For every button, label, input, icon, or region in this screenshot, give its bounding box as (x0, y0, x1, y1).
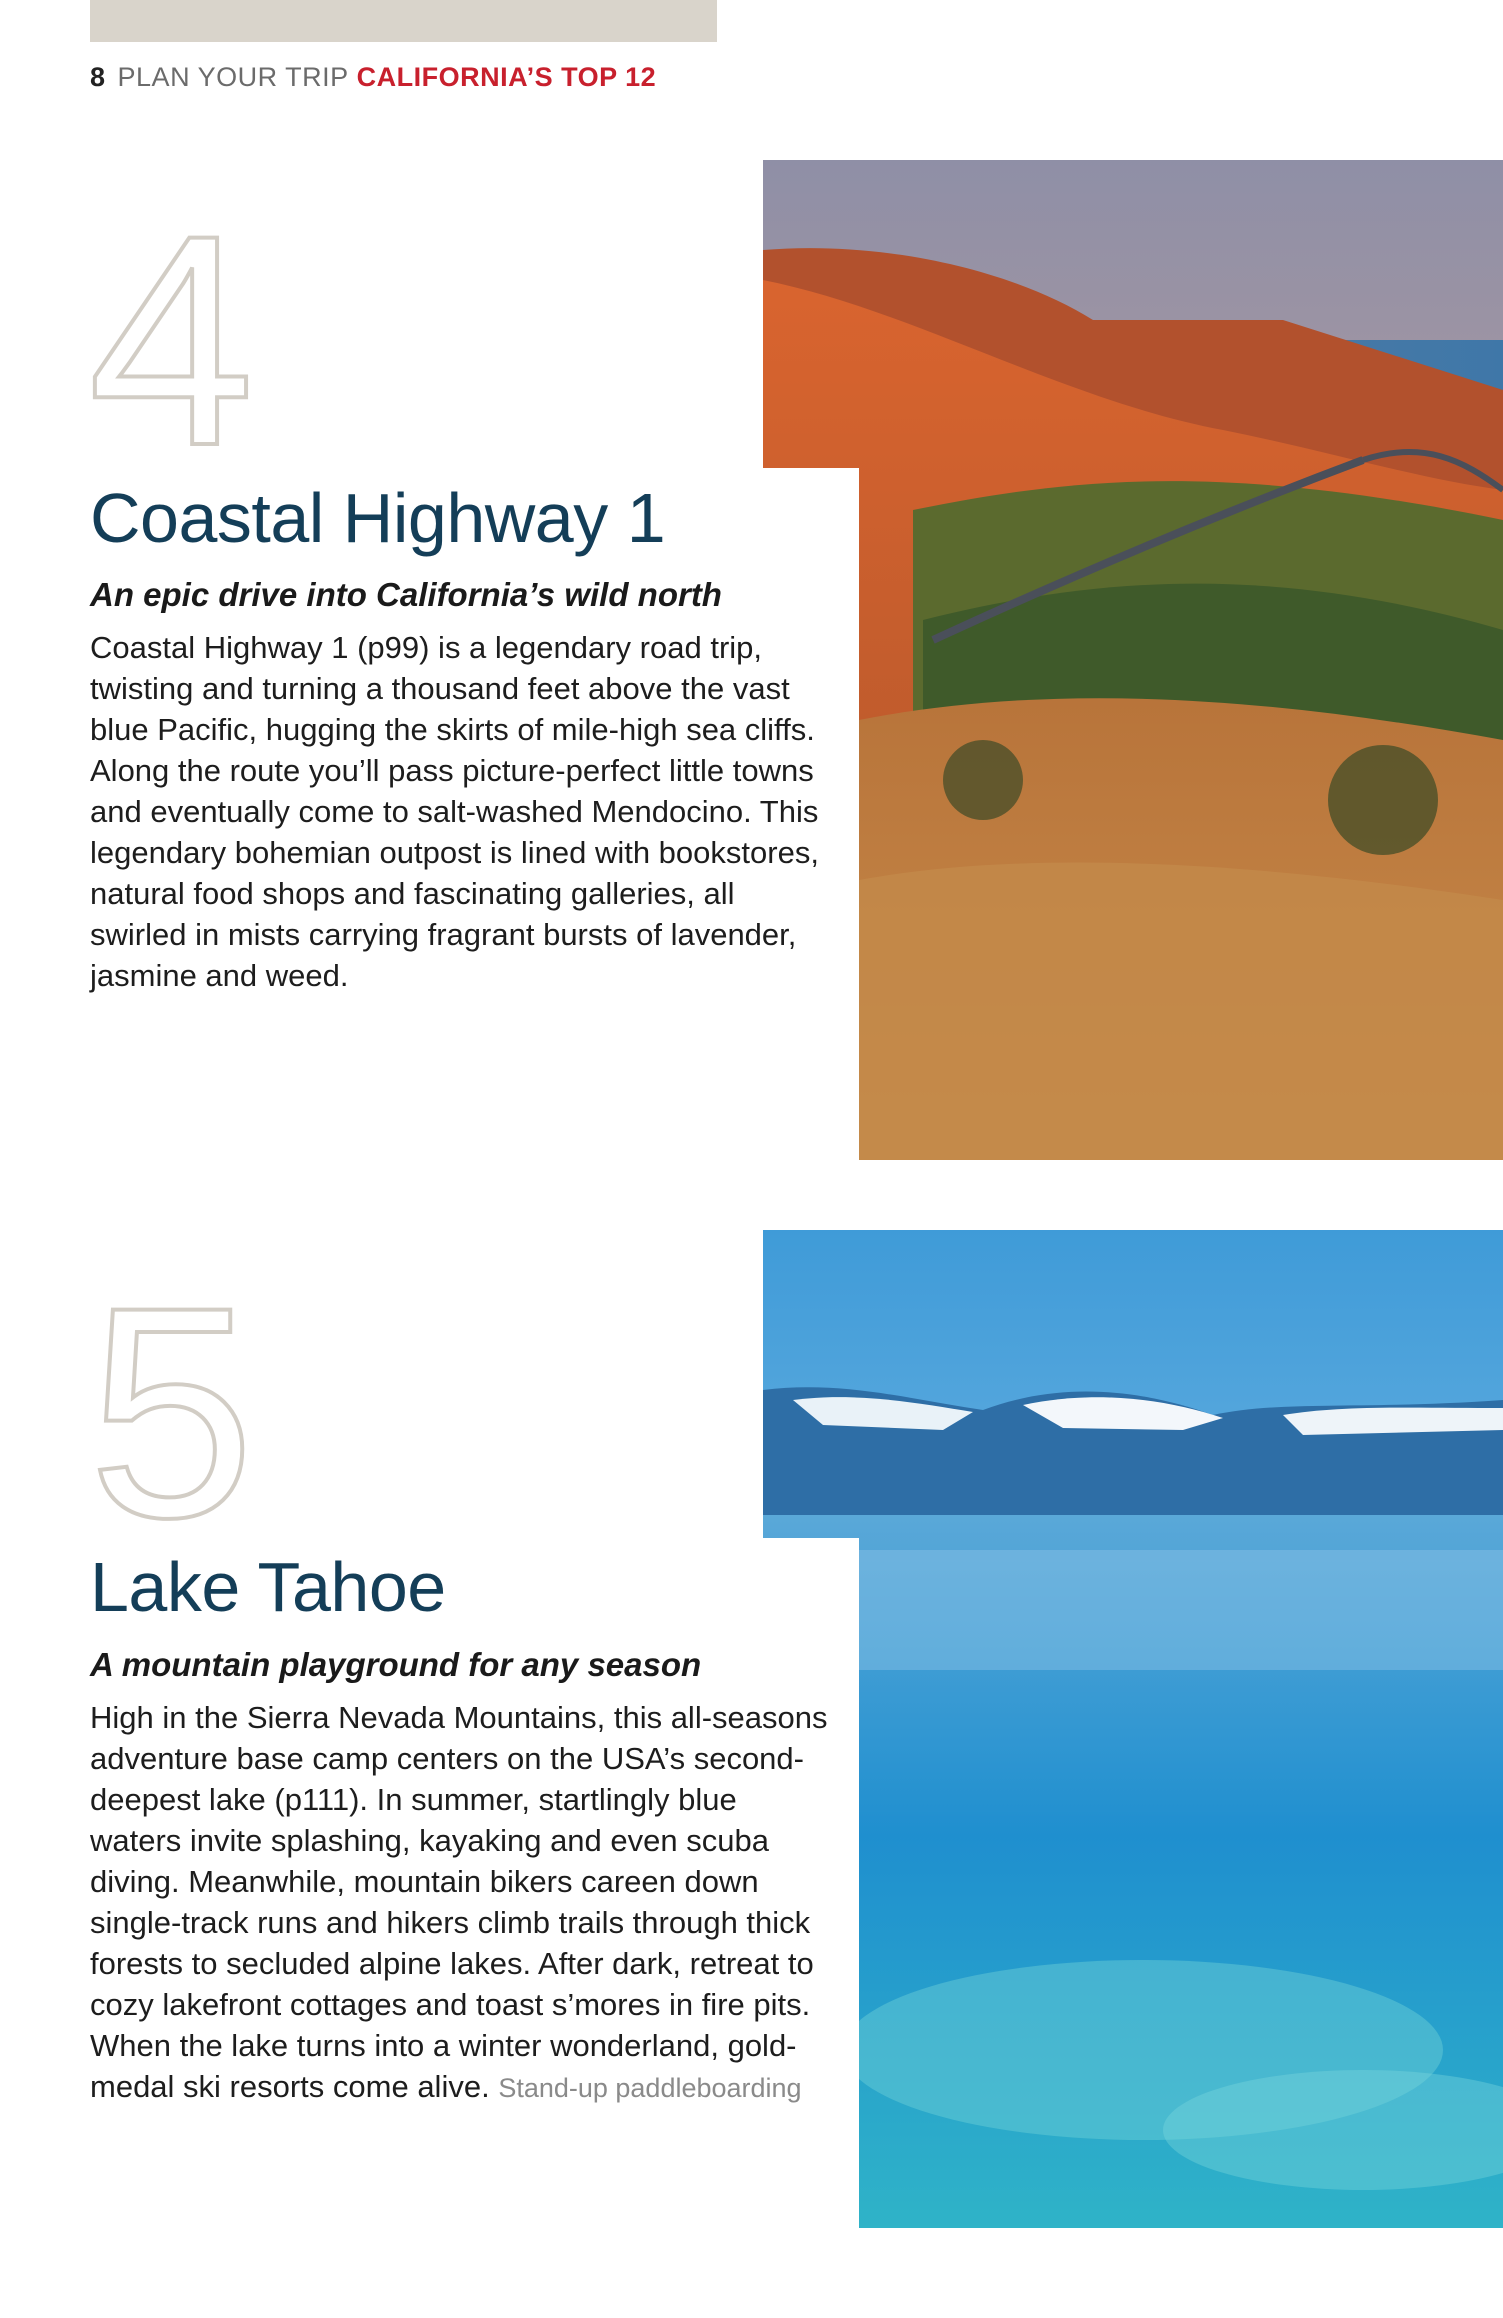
page-number: 8 (90, 62, 106, 92)
entry-body (90, 1697, 835, 2109)
entry-subtitle: An epic drive into California’s wild north (90, 576, 722, 613)
chapter-label: CALIFORNIA’S TOP 12 (356, 62, 657, 92)
section-label: PLAN YOUR TRIP (117, 62, 349, 92)
entry-title: Lake Tahoe (90, 1548, 446, 1626)
running-head (90, 62, 656, 93)
photo-caption: Stand-up paddleboarding (498, 2073, 802, 2103)
entry-number: 4 (88, 172, 255, 508)
lake-tahoe-photo (763, 1230, 1503, 2228)
lake-tahoe-image (763, 1230, 1503, 2228)
coastal-highway-photo (763, 160, 1503, 1160)
entry-number: 5 (88, 1244, 255, 1580)
entry-body-text: High in the Sierra Nevada Mountains, this all-seasons adventure base camp centers on the USA’s second-deepest lake (p111). In summer, startlingly blue waters invite splashing, kayaking and even scuba diving. Meanwhile, mountain bikers careen down single-track runs and hikers climb trails through thick forests to secluded alpine lakes. After dark, retreat to cozy lakefront cottages and toast s’mores in fire pits. When the lake turns into a winter wonderland, gold-medal ski resorts come alive. (90, 1700, 828, 2104)
entry-subtitle: A mountain playground for any season (90, 1646, 702, 1683)
entry-title: Coastal Highway 1 (90, 479, 666, 557)
entry-body: Coastal Highway 1 (p99) is a legendary road trip, twisting and turning a thousand feet above the vast blue Pacific, hugging the skirts of mile-high sea cliffs. Along the route you’ll pass picture-perfect little towns and eventually come to salt-washed Mendocino. This legendary bohemian outpost is lined with bookstores, natural food shops and fascinating galleries, all swirled in mists carrying fragrant bursts of lavender, jasmine and weed. (90, 630, 819, 993)
header-color-bar (90, 0, 717, 42)
coastal-highway-image (763, 160, 1503, 1160)
